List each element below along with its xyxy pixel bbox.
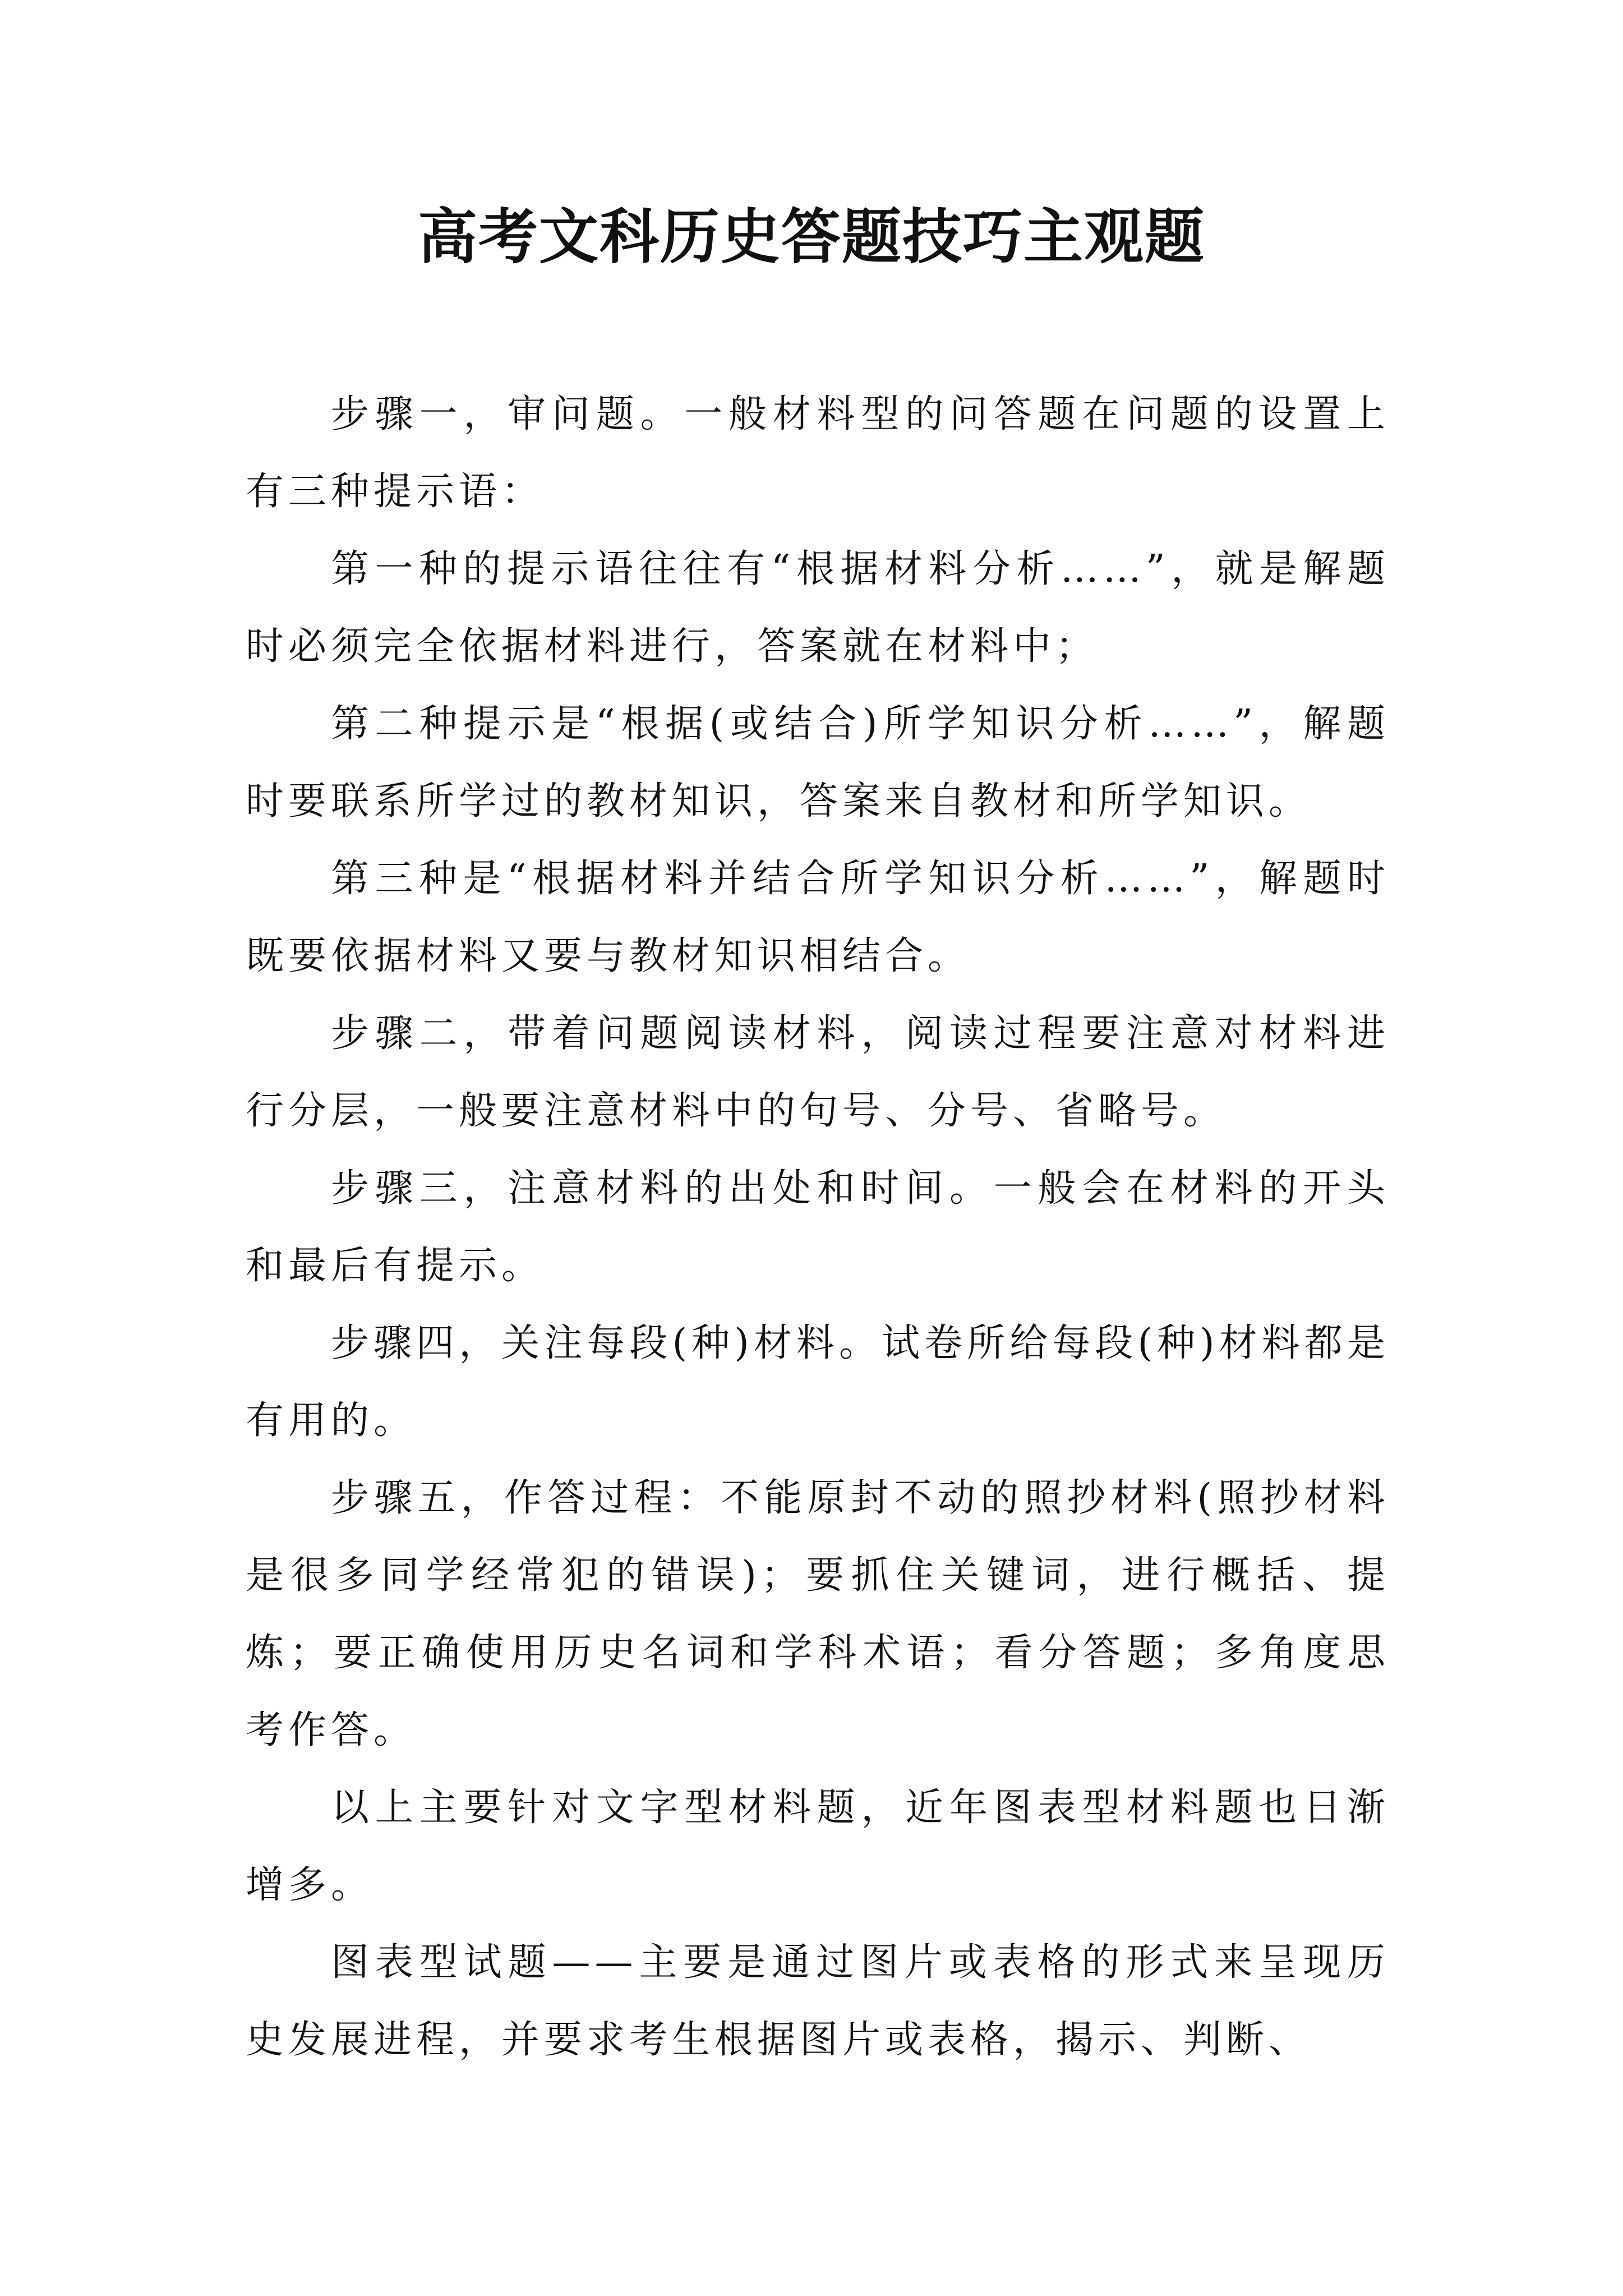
paragraph-step-two: 步骤二，带着问题阅读材料，阅读过程要注意对材料进行分层，一般要注意材料中的句号、分号、省略号。	[246, 1011, 1390, 1133]
paragraph-second-hint: 第二种提示是“根据(或结合)所学知识分析……”，解题时要联系所学过的教材知识，答案来自教材和所学知识。	[246, 702, 1390, 823]
paragraph-first-hint: 第一种的提示语往往有“根据材料分析……”，就是解题时必须完全依据材料进行，答案就在材料中；	[246, 547, 1390, 669]
paragraph-step-three: 步骤三，注意材料的出处和时间。一般会在材料的开头和最后有提示。	[246, 1166, 1390, 1288]
paragraph-third-hint: 第三种是“根据材料并结合所学知识分析……”，解题时既要依据材料又要与教材知识相结合。	[246, 857, 1390, 978]
paragraph-step-one: 步骤一，审问题。一般材料型的问答题在问题的设置上有三种提示语：	[246, 392, 1390, 514]
paragraph-chart-questions: 图表型试题——主要是通过图片或表格的形式来呈现历史发展进程，并要求考生根据图片或表格，揭示、判断、	[246, 1940, 1390, 2062]
paragraph-step-four: 步骤四，关注每段(种)材料。试卷所给每段(种)材料都是有用的。	[246, 1321, 1390, 1443]
paragraph-summary: 以上主要针对文字型材料题，近年图表型材料题也日渐增多。	[246, 1786, 1390, 1907]
document-title: 高考文科历史答题技巧主观题	[418, 201, 1205, 272]
paragraph-step-five: 步骤五，作答过程：不能原封不动的照抄材料(照抄材料是很多同学经常犯的错误)；要抓住关键词，进行概括、提炼；要正确使用历史名词和学科术语；看分答题；多角度思考作答。	[246, 1476, 1390, 1752]
document-body	[246, 376, 1390, 2079]
